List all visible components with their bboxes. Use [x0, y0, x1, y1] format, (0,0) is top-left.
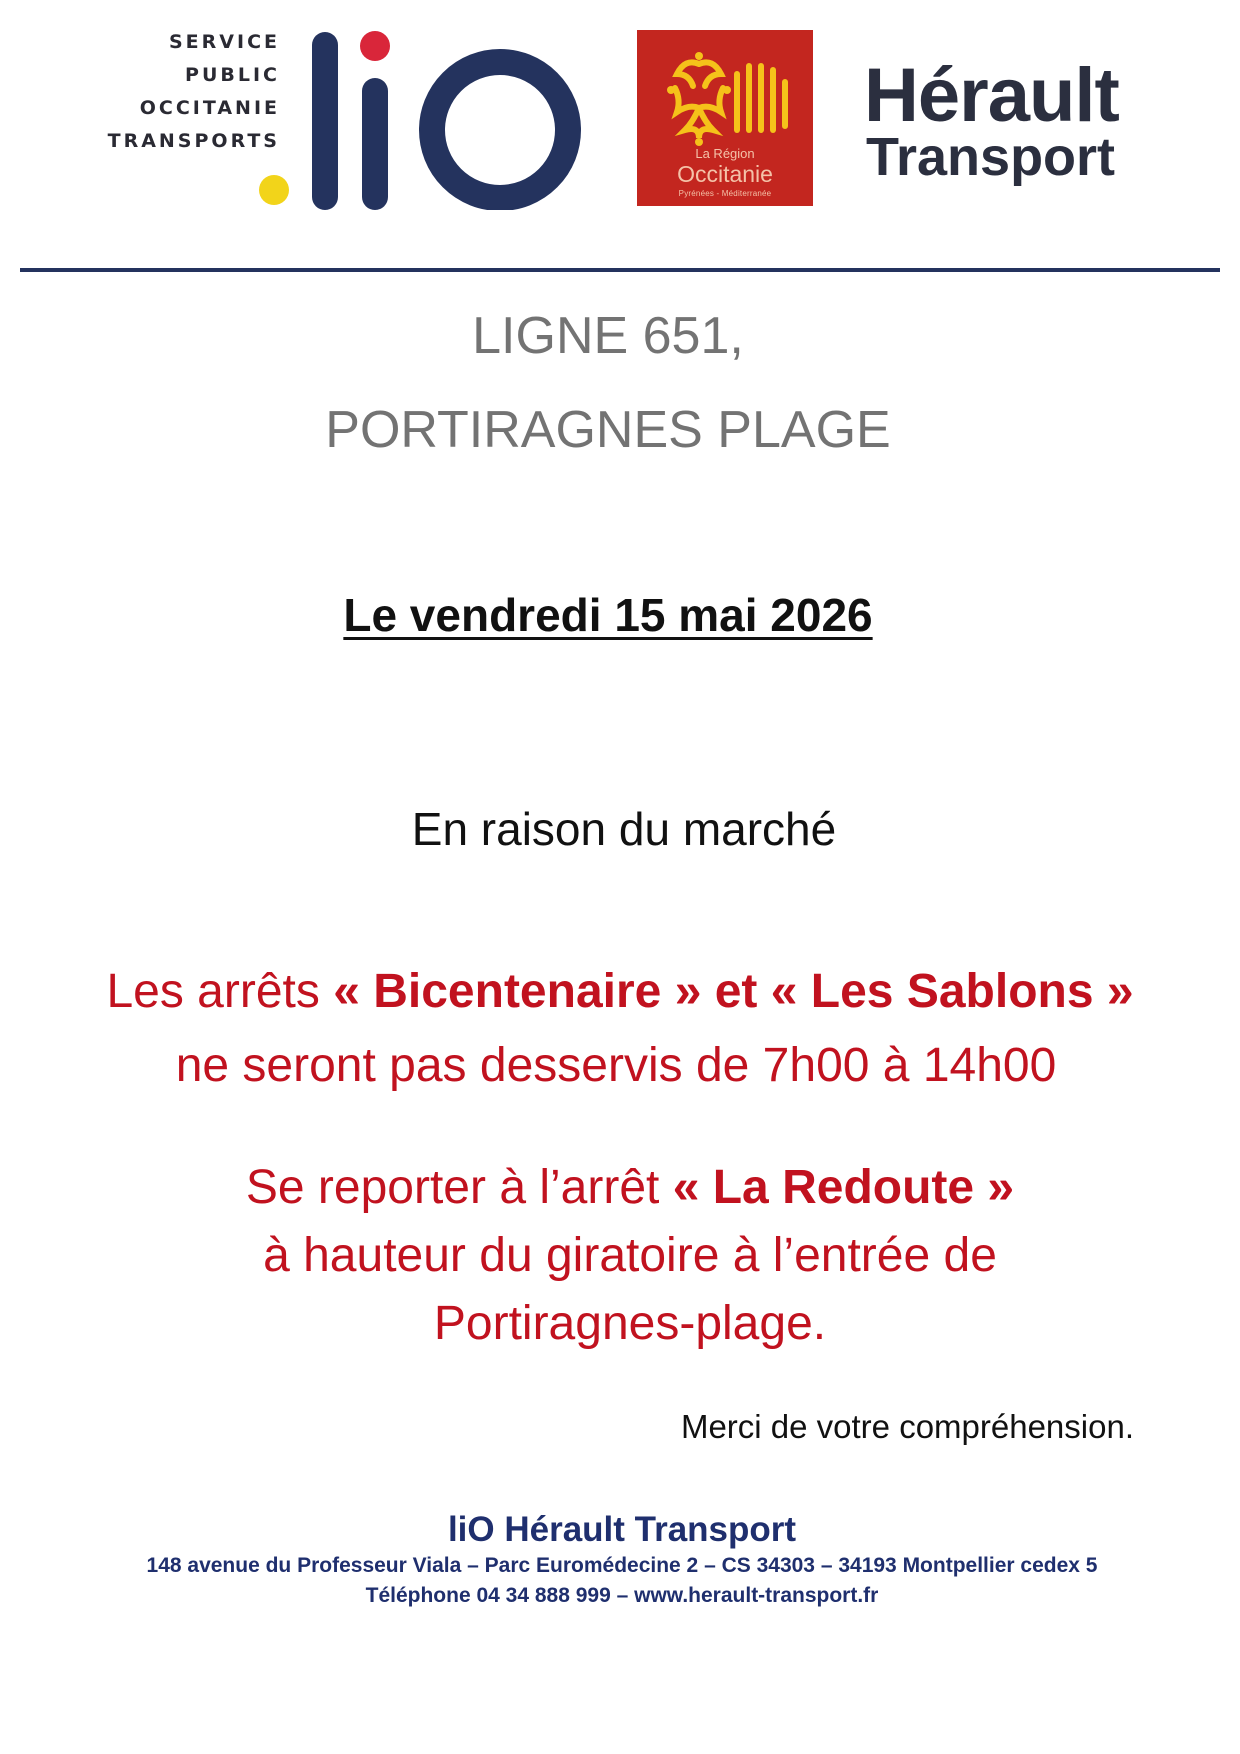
redirect-prefix: Se reporter à l’arrêt	[245, 1161, 673, 1214]
herault-transport-logo	[864, 53, 1119, 187]
lio-tagline-line: TRANSPORTS	[107, 130, 280, 152]
herault-logo-line2: Transport	[866, 127, 1116, 187]
redirect-line	[0, 1160, 1240, 1215]
stop-la-redoute: « La Redoute »	[672, 1161, 1015, 1214]
footer-contact: Téléphone 04 34 888 999 – www.herault-transport.fr	[365, 1584, 879, 1607]
region-logo-line2: Occitanie	[677, 161, 773, 187]
lio-tagline	[96, 26, 280, 158]
redirect-location: à hauteur du giratoire à l’entrée de	[263, 1229, 997, 1282]
lio-tagline-line: SERVICE	[169, 31, 280, 53]
redirect-place: Portiragnes-plage.	[433, 1297, 827, 1350]
notice-reason: En raison du marché	[411, 803, 837, 855]
herault-logo-line1: Hérault	[864, 53, 1119, 138]
lio-logo	[254, 26, 594, 210]
closed-stops-hours: ne seront pas desservis de 7h00 à 14h00	[175, 1039, 1057, 1092]
header-divider	[20, 268, 1220, 272]
lio-tagline-line: OCCITANIE	[139, 97, 280, 119]
closed-stops-conj: et	[701, 965, 771, 1018]
line-number-title: LIGNE 651,	[472, 307, 744, 365]
lio-yellow-dot-icon	[259, 175, 289, 205]
thanks-message: Merci de votre compréhension.	[680, 1408, 1134, 1445]
region-logo-line1: La Région	[695, 146, 755, 161]
region-logo-line3: Pyrénées - Méditerranée	[678, 189, 772, 198]
stop-bicentenaire: « Bicentenaire »	[333, 965, 702, 1018]
closed-stops-line	[0, 964, 1240, 1019]
closed-stops-prefix: Les arrêts	[106, 965, 334, 1018]
lio-tagline-line: PUBLIC	[185, 64, 280, 86]
stop-les-sablons: « Les Sablons »	[770, 965, 1134, 1018]
lio-letter-i-icon	[362, 78, 388, 210]
location-title: PORTIRAGNES PLAGE	[325, 401, 891, 459]
footer-address: 148 avenue du Professeur Viala – Parc Euromédecine 2 – CS 34303 – 34193 Montpellier cedex 5	[146, 1554, 1098, 1577]
notice-date	[0, 588, 1216, 642]
lio-letter-o-icon	[432, 62, 568, 198]
lio-red-dot-icon	[360, 31, 390, 61]
region-occitanie-logo	[637, 30, 813, 206]
notice-date-text: Le vendredi 15 mai 2026	[343, 589, 873, 641]
lio-letter-l-icon	[312, 32, 338, 210]
footer-organization: liO Hérault Transport	[447, 1510, 797, 1549]
